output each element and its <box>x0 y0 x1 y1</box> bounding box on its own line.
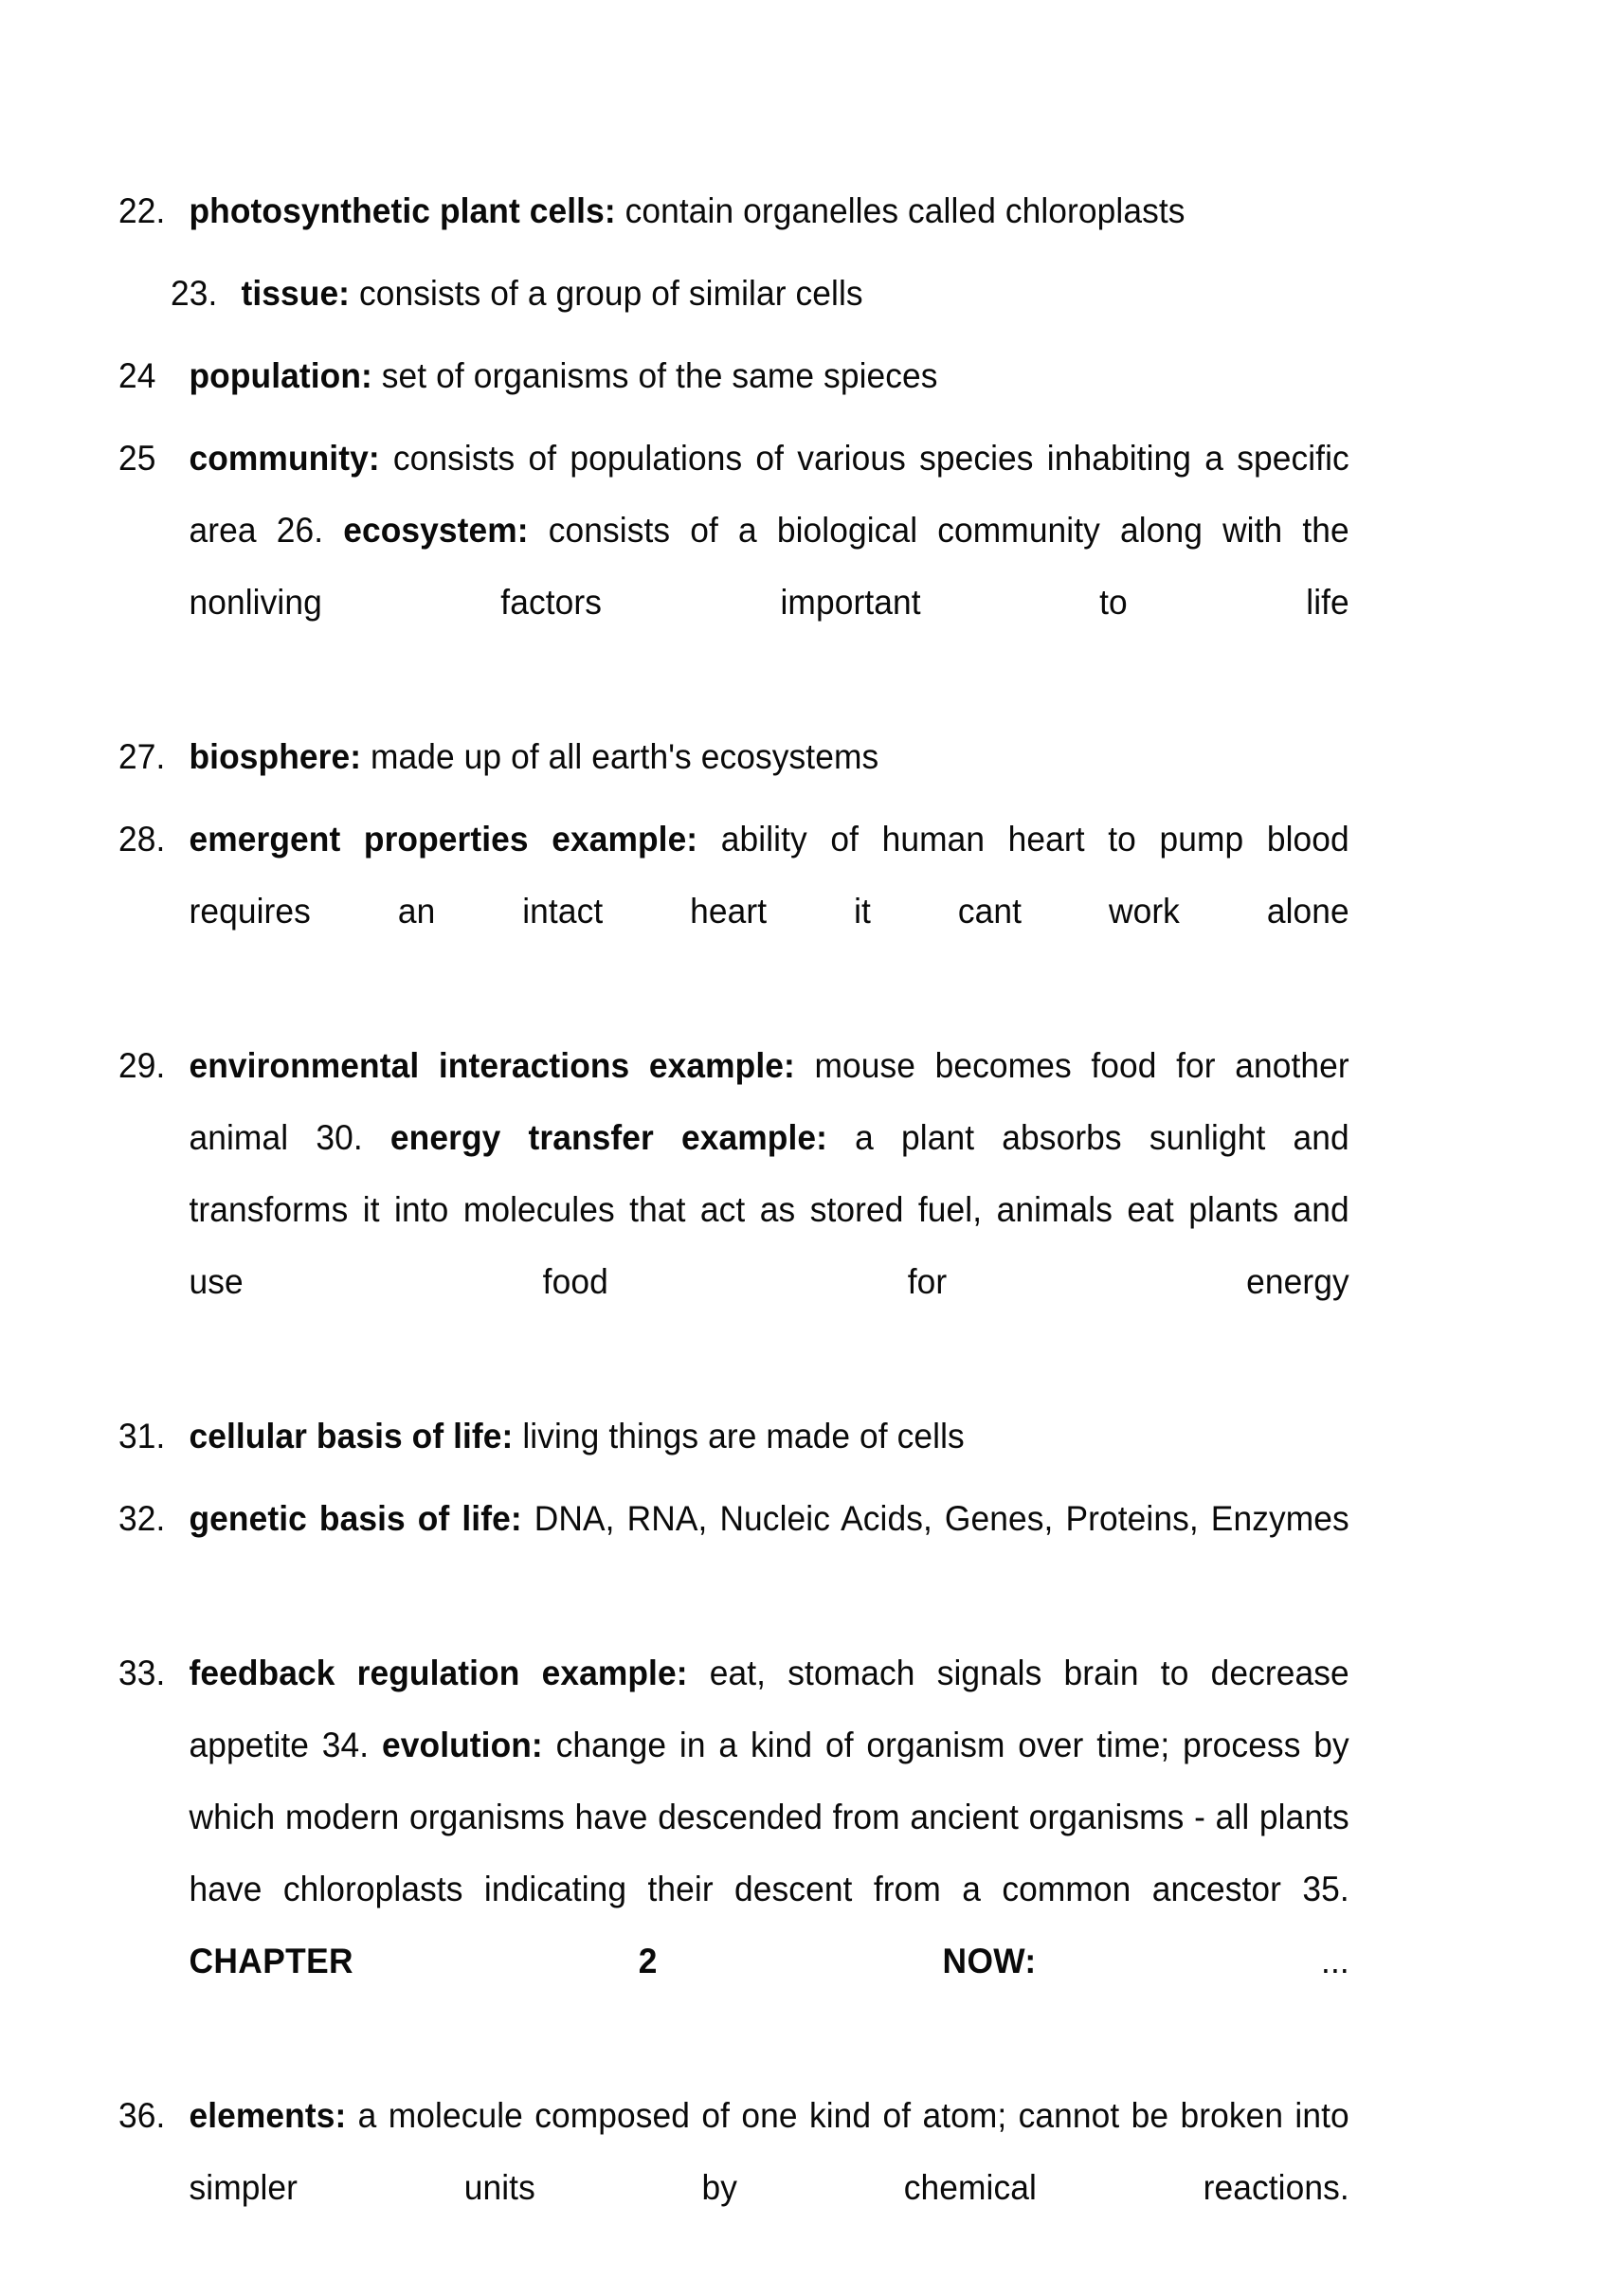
list-item <box>118 804 1349 1020</box>
definition-body: a plant absorbs sunlight and transforms it into molecules that act as stored fuel, animals eat plants and use food for energy <box>189 1118 1349 1301</box>
list-item-text <box>189 1030 1349 1390</box>
definition-term: biosphere: <box>189 737 362 776</box>
definition-term: evolution: <box>382 1726 543 1764</box>
definition-body: consists of a biological community along with the nonliving factors important to life <box>189 511 1349 622</box>
list-item-number: 33. <box>118 1654 166 1692</box>
list-item <box>171 258 1351 330</box>
definition-term: elements: <box>189 2096 347 2135</box>
notes-list <box>118 175 1407 2296</box>
definition-term: feedback regulation example: <box>189 1654 688 1692</box>
list-item <box>118 340 1349 412</box>
inline-item-number: 26. <box>276 511 324 550</box>
list-item-text <box>189 1637 1349 2070</box>
definition-body: contain organelles called chloroplasts <box>615 191 1186 230</box>
list-item-number: 25 <box>118 439 156 478</box>
list-item-number: 27. <box>118 737 166 776</box>
list-item-number: 28. <box>118 820 166 859</box>
list-item-text <box>189 2080 1349 2296</box>
list-item-text <box>189 175 1349 247</box>
definition-term: ecosystem: <box>343 511 529 550</box>
list-item-text <box>189 804 1349 1020</box>
list-item <box>118 1637 1349 2070</box>
definition-body: ability of human heart to pump blood requires an intact heart it cant work alone <box>189 820 1349 931</box>
definition-term: population: <box>189 356 372 395</box>
definition-term: environmental interactions example: <box>189 1046 795 1085</box>
definition-term: emergent properties example: <box>189 820 698 859</box>
list-item-text <box>241 258 1351 330</box>
list-item-number: 31. <box>118 1417 166 1455</box>
list-item-text <box>189 340 1349 412</box>
list-item-text <box>189 721 1349 793</box>
list-item <box>118 423 1349 711</box>
list-item-text <box>189 423 1349 711</box>
definition-body: consists of a group of similar cells <box>350 274 863 313</box>
list-item <box>118 1401 1349 1473</box>
definition-body: mouse becomes food for another animal <box>189 1046 1349 1157</box>
definition-body: set of organisms of the same spieces <box>371 356 938 395</box>
definition-term: CHAPTER 2 NOW: <box>189 1942 1037 1980</box>
inline-item-number: 30. <box>316 1118 363 1157</box>
definition-body: DNA, RNA, Nucleic Acids, Genes, Proteins, Enzymes <box>521 1499 1349 1538</box>
definition-term: photosynthetic plant cells: <box>189 191 616 230</box>
definition-body: consists of populations of various species inhabiting a specific area <box>189 439 1349 550</box>
list-item-text <box>189 1483 1349 1627</box>
list-item <box>118 1030 1349 1390</box>
definition-body: made up of all earth's ecosystems <box>361 737 879 776</box>
definition-term: community: <box>189 439 380 478</box>
list-item <box>118 1483 1349 1627</box>
list-item-number: 22. <box>118 191 166 230</box>
inline-item-number: 35. <box>1302 1870 1349 1908</box>
definition-body: eat, stomach signals brain to decrease appetite <box>189 1654 1349 1764</box>
list-item-number: 36. <box>118 2096 166 2135</box>
list-item-text <box>189 1401 1349 1473</box>
definition-term: energy transfer example: <box>389 1118 827 1157</box>
definition-body: change in a kind of organism over time; process by which modern organisms have descended from ancient organisms - all plants have chloroplasts indicating their descent from a common ancestor <box>189 1726 1349 1908</box>
list-item-number: 32. <box>118 1499 166 1538</box>
list-item-number: 29. <box>118 1046 166 1085</box>
list-item <box>118 2080 1349 2296</box>
list-item-number: 24 <box>118 356 156 395</box>
definition-term: tissue: <box>241 274 351 313</box>
inline-item-number: 34. <box>321 1726 370 1764</box>
definition-term: cellular basis of life: <box>189 1417 514 1455</box>
list-item <box>118 721 1349 793</box>
list-item <box>118 175 1349 247</box>
definition-body: a molecule composed of one kind of atom; cannot be broken into simpler units by chemical reactions. <box>189 2096 1349 2207</box>
definition-term: genetic basis of life: <box>189 1499 522 1538</box>
list-item-number: 23. <box>171 274 218 313</box>
definition-body: living things are made of cells <box>513 1417 965 1455</box>
definition-body: ... <box>1036 1942 1349 1980</box>
